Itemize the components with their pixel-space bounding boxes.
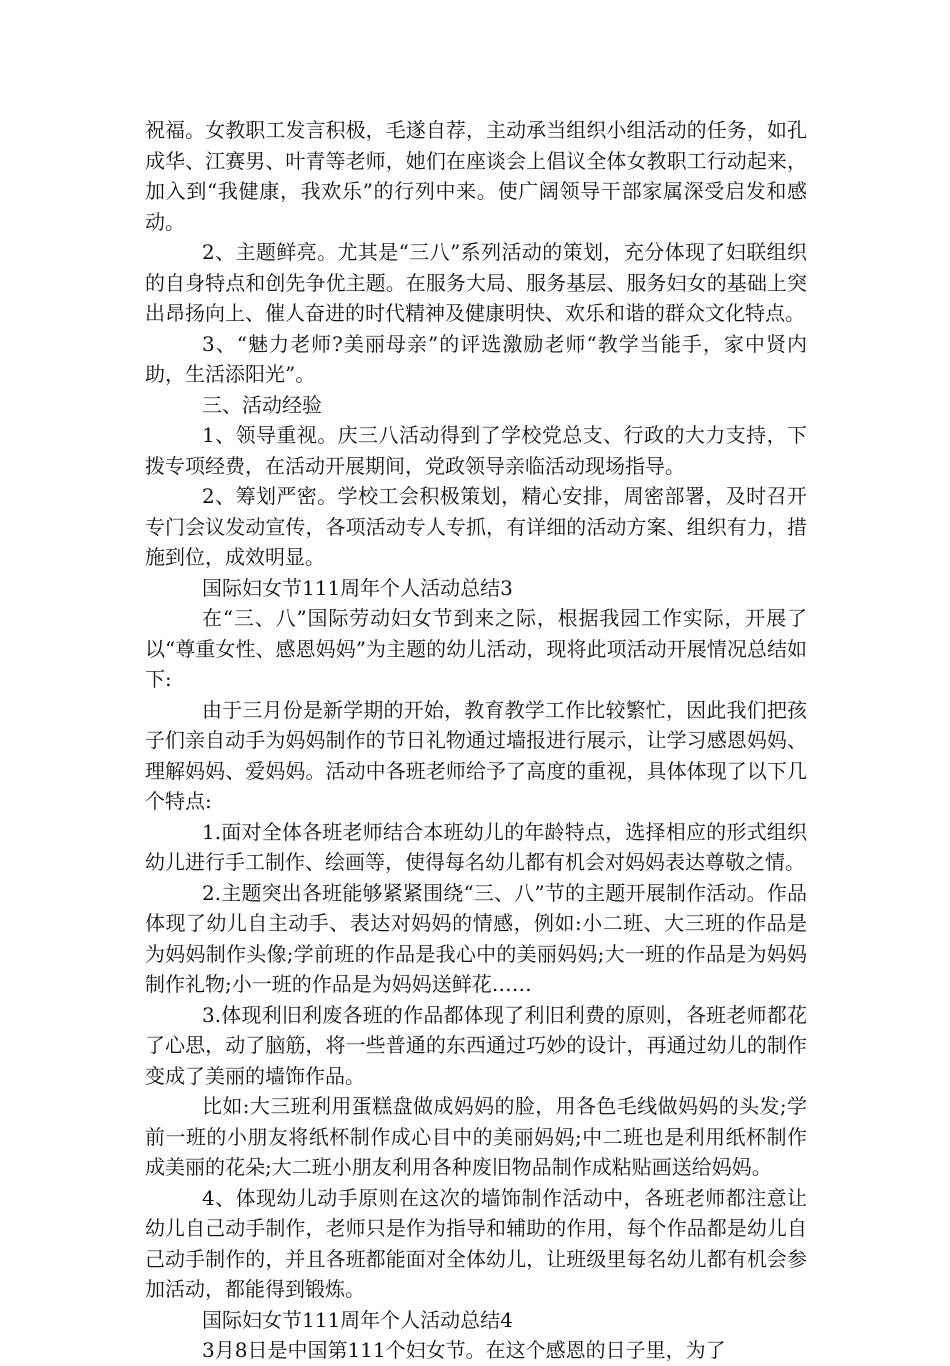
paragraph-feature-1: 1.面对全体各班老师结合本班幼儿的年龄特点，选择相应的形式组织幼儿进行手工制作、绘画等，使得每名幼儿都有机会对妈妈表达尊敬之情。 bbox=[145, 819, 807, 874]
paragraph-experience-1: 1、领导重视。庆三八活动得到了学校党总支、行政的大力支持，下拨专项经费，在活动开展期间，党政领导亲临活动现场指导。 bbox=[145, 423, 807, 478]
section-title-summary-3: 国际妇女节111周年个人活动总结3 bbox=[202, 575, 513, 600]
paragraph-summary-3-intro: 在“三、八”国际劳动妇女节到来之际，根据我园工作实际，开展了以“尊重女性、感恩妈妈”为主题的幼儿活动，现将此项活动开展情况总结如下: bbox=[145, 606, 807, 691]
paragraph-summary-3-background: 由于三月份是新学期的开始，教育教学工作比较繁忙，因此我们把孩子们亲自动手为妈妈制作的节日礼物通过墙报进行展示，让学习感恩妈妈、理解妈妈、爱妈妈。活动中各班老师给予了高度的重视，具体体现了以下几个特点: bbox=[145, 697, 807, 813]
paragraph-point-3-selection: 3、“魅力老师?美丽母亲”的评选激励老师“教学当能手，家中贤内助，生活添阳光”。 bbox=[145, 331, 807, 386]
paragraph-examples: 比如:大三班利用蛋糕盘做成妈妈的脸，用各色毛线做妈妈的头发;学前一班的小朋友将纸杯制作成心目中的美丽妈妈;中二班也是利用纸杯制作成美丽的花朵;大二班小朋友利用各种废旧物品制作成粘贴画送给妈妈。 bbox=[145, 1094, 807, 1179]
paragraph-point-2-theme: 2、主题鲜亮。尤其是“三八”系列活动的策划，充分体现了妇联组织的自身特点和创先争优主题。在服务大局、服务基层、服务妇女的基础上突出昂扬向上、催人奋进的时代精神及健康明快、欢乐和谐的群众文化特点。 bbox=[145, 240, 807, 325]
paragraph-feature-4: 4、体现幼儿动手原则在这次的墙饰制作活动中，各班老师都注意让幼儿自己动手制作，老师只是作为指导和辅助的作用，每个作品都是幼儿自己动手制作的，并且各班都能面对全体幼儿，让班级里每名幼儿都有机会参加活动，都能得到锻炼。 bbox=[145, 1185, 807, 1301]
section-heading-experience: 三、活动经验 bbox=[202, 392, 322, 417]
paragraph-experience-2: 2、筹划严密。学校工会积极策划，精心安排，周密部署，及时召开专门会议发动宣传，各项活动专人专抓，有详细的活动方案、组织有力，措施到位，成效明显。 bbox=[145, 484, 807, 569]
section-title-summary-4: 国际妇女节111周年个人活动总结4 bbox=[202, 1307, 513, 1332]
paragraph-summary-4-intro: 3月8日是中国第111个妇女节。在这个感恩的日子里，为了 bbox=[202, 1338, 726, 1362]
paragraph-feature-3: 3.体现利旧利废各班的作品都体现了利旧利费的原则，各班老师都花了心思，动了脑筋，将一些普通的东西通过巧妙的设计，再通过幼儿的制作变成了美丽的墙饰作品。 bbox=[145, 1002, 807, 1088]
paragraph-continuation: 祝福。女教职工发言积极，毛遂自荐，主动承当组织小组活动的任务，如孔成华、江赛男、叶青等老师，她们在座谈会上倡议全体女教职工行动起来，加入到“我健康，我欢乐”的行列中来。使广阔领导干部家属深受启发和感动。 bbox=[145, 118, 807, 234]
document-page bbox=[145, 115, 807, 1366]
paragraph-feature-2: 2.主题突出各班能够紧紧围绕“三、八”节的主题开展制作活动。作品体现了幼儿自主动手、表达对妈妈的情感，例如:小二班、大三班的作品是为妈妈制作头像;学前班的作品是我心中的美丽妈妈;大一班的作品是为妈妈制作礼物;小一班的作品是为妈妈送鲜花…… bbox=[145, 880, 807, 996]
